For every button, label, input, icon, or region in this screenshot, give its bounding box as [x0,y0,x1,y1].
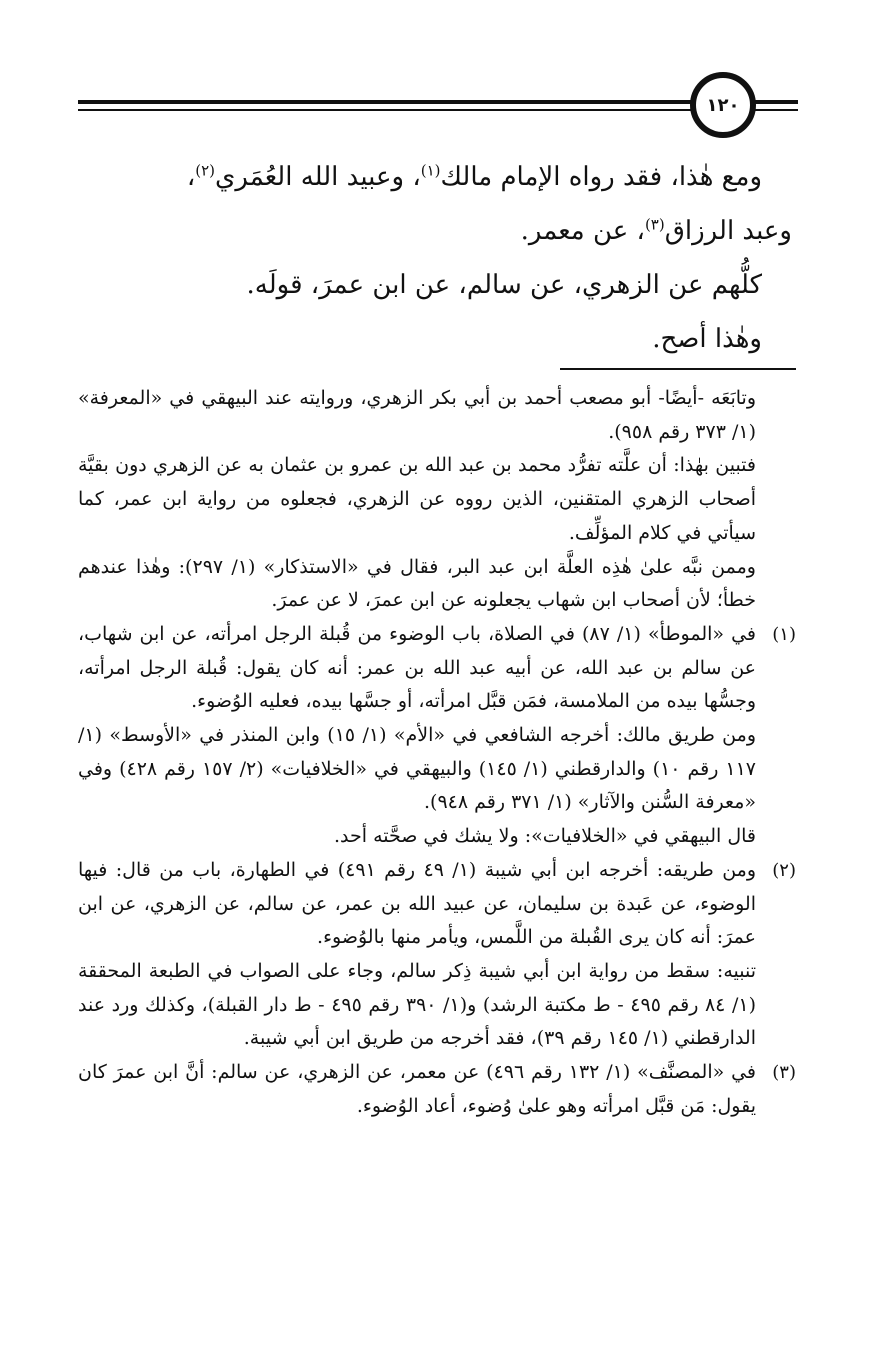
footnote-separator [560,368,796,370]
footnote-1-paragraph: قال البيهقي في «الخلافيات»: ولا يشك في صحَّته أحد. [334,825,756,848]
footnote-2 [78,854,796,1056]
footnote-continuation-3: وممن نبَّه علىٰ هٰذِه العلَّة ابن عبد البر، فقال في «الاستذكار» (١/ ٢٩٧): وهٰذا عندهم خطأ؛ لأن أصحاب ابن شهاب يجعلونه عن ابن عمرَ، لا عن عمرَ. [78,555,756,612]
footnote-number-3: (٣) [772,1062,796,1084]
footnote-1-paragraph: ومن طريق مالك: أخرجه الشافعي في «الأم» (١/ ١٥) وابن المنذر في «الأوسط» (١/ ١١٧ رقم ١٠) والدارقطني (١/ ١٤٥) والبيهقي في «الخلافيات» (٢/ ١٥٧ رقم ٤٢٨) وفي «معرفة السُّنن والآثار» (١/ ٣٧١ رقم ٩٤٨). [78,724,756,814]
page-number-text: ١٢٠ [706,94,740,116]
footnote-continuation-1: وتابَعَه -أيضًا- أبو مصعب أحمد بن أبي بكر الزهري، وروايته عند البيهقي في «المعرفة» (١/ ٣٧٣ رقم ٩٥٨). [78,387,756,443]
footnote-3-paragraph: في «المصنَّف» (١/ ١٣٢ رقم ٤٩٦) عن معمر، عن الزهري، عن سالم: أنَّ ابن عمرَ كان يقول: مَن قبَّل امرأته وهو علىٰ وُضوء، أعاد الوُضوء. [78,1061,757,1117]
footnote-ref-1[interactable]: (١) [420,161,441,180]
footnote-ref-2[interactable]: (٢) [195,161,216,180]
footnotes [78,382,796,1123]
footnote-1 [78,618,796,854]
footnote-continuation-2: فتبين بهٰذا: أن علَّته تفرُّد محمد بن عبد الله بن عمرو بن عثمان به عن الزهري دون بقيَّة أصحاب الزهري المتقنين، الذين رووه عن الزهري، فجعلوه من رواية ابن عمر، كما سيأتي في كلام المؤلِّف. [78,454,756,544]
footnote-2-paragraph: تنبيه: سقط من رواية ابن أبي شيبة ذِكر سالم، وجاء على الصواب في الطبعة المحققة (١/ ٨٤ رقم ٤٩٥ - ط مكتبة الرشد) و(١/ ٣٩٠ رقم ٤٩٥ - ط دار القبلة)، وكذلك ورد عند الدارقطني (١/ ١٤٥ رقم ٣٩)، فقد أخرجه من طريق ابن أبي شيبة. [78,959,757,1050]
page-number [690,72,756,138]
main-line-1: ومع هٰذا، فقد رواه الإمام مالك$^{(١)}$، وعبيد الله العُمَري$^{(٢)}$، [186,161,762,192]
main-line-2: وعبد الرزاق$^{(٣)}$، عن معمر. [520,215,792,246]
main-line-3: كلُّهم عن الزهري، عن سالم، عن ابن عمرَ، قولَه. [246,270,762,300]
footnote-number-2: (٢) [772,859,796,881]
main-text [80,150,792,366]
footnote-number-1: (١) [772,623,796,645]
footnote-1-paragraph: في «الموطأ» (١/ ٨٧) في الصلاة، باب الوضوء من قُبلة الرجل امرأته، عن ابن شهاب، عن سالم بن عبد الله، عن أبيه عبد الله بن عمر: أنه كان يقول: قُبلة الرجل امرأته، وجسُّها بيده من الملامسة، فمَن قبَّل امرأته، أو جسَّها بيده، فعليه الوُضوء. [78,622,756,713]
footnote-3 [78,1056,796,1123]
footnote-ref-3[interactable]: (٣) [644,215,665,234]
footnote-2-paragraph: ومن طريقه: أخرجه ابن أبي شيبة (١/ ٤٩ رقم ٤٩١) في الطهارة، باب من قال: فيها الوضوء، عن عَبدة بن سليمان، عن عبيد الله بن عمر، عن سالم، عن الزهري، عن ابن عمرَ: أنه كان يرى القُبلة من اللَّمس، ويأمر منها بالوُضوء. [78,858,757,949]
main-line-4: وهٰذا أصح. [652,324,762,354]
